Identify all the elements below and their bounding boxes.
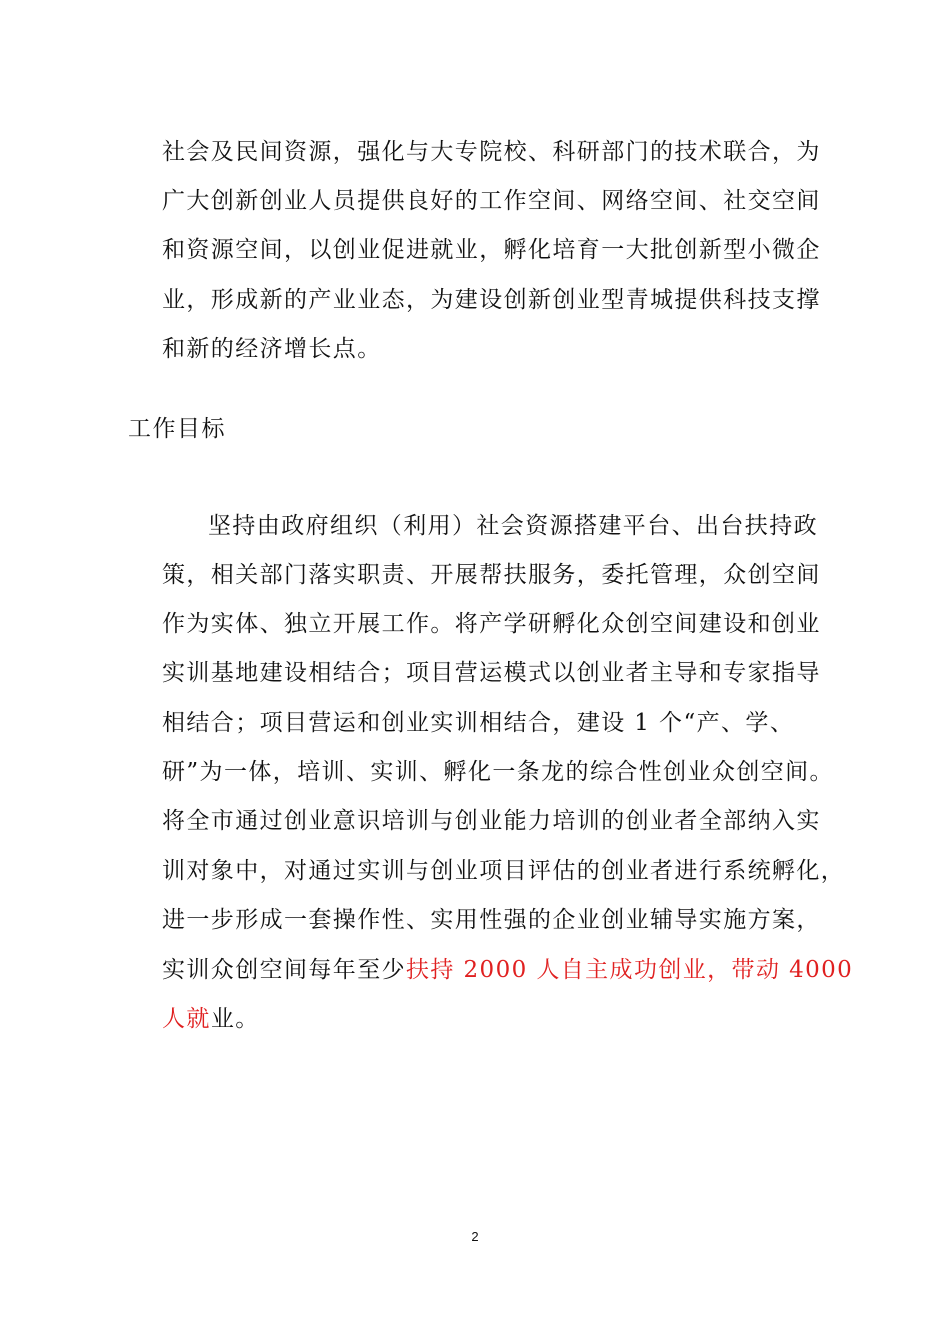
goal-line-10-highlight: 扶持 2000 人自主成功创业，带动 4000 <box>406 957 854 983</box>
goal-line-7: 将全市通过创业意识培训与创业能力培训的创业者全部纳入实 <box>162 808 821 834</box>
intro-line-2: 广大创新创业人员提供良好的工作空间、网络空间、社交空间 <box>162 188 821 214</box>
intro-line-3: 和资源空间，以创业促进就业，孵化培育一大批创新型小微企 <box>162 237 821 263</box>
page-number: 2 <box>471 1229 479 1244</box>
intro-line-4: 业，形成新的产业业态，为建设创新创业型青城提供科技支撑 <box>162 287 821 313</box>
intro-line-5: 和新的经济增长点。 <box>162 336 382 362</box>
goal-line-11-highlight: 人就 <box>162 1006 211 1032</box>
goal-line-11 <box>162 1004 260 1034</box>
goal-line-3: 作为实体、独立开展工作。将产学研孵化众创空间建设和创业 <box>162 611 821 637</box>
goal-line-10 <box>162 955 853 985</box>
goal-line-4: 实训基地建设相结合；项目营运模式以创业者主导和专家指导 <box>162 660 821 686</box>
goal-line-5: 相结合；项目营运和创业实训相结合，建设 1 个“产、学、 <box>162 710 795 736</box>
section-heading: 工作目标 <box>128 416 226 442</box>
goal-line-11-plain: 业。 <box>210 1006 260 1032</box>
intro-line-1: 社会及民间资源，强化与大专院校、科研部门的技术联合，为 <box>162 139 821 165</box>
goal-line-10-plain: 实训众创空间每年至少 <box>162 957 406 983</box>
goal-line-6: 研”为一体，培训、实训、孵化一条龙的综合性创业众创空间。 <box>162 759 834 785</box>
goal-line-1: 坚持由政府组织（利用）社会资源搭建平台、出台扶持政 <box>208 513 818 539</box>
goal-line-2: 策，相关部门落实职责、开展帮扶服务，委托管理，众创空间 <box>162 562 821 588</box>
goal-line-8: 训对象中，对通过实训与创业项目评估的创业者进行系统孵化， <box>162 858 846 884</box>
goal-line-9: 进一步形成一套操作性、实用性强的企业创业辅导实施方案， <box>162 907 821 933</box>
